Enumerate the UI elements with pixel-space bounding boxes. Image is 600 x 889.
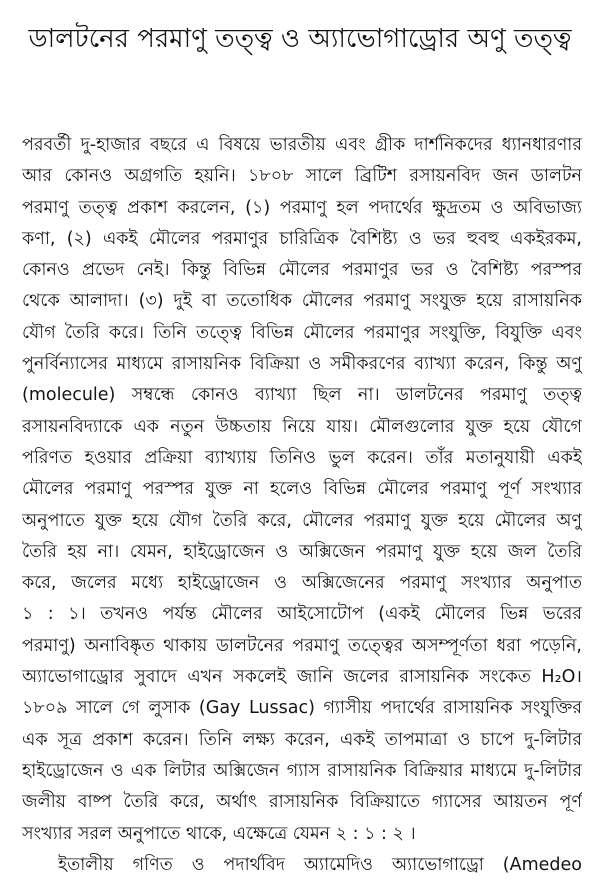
text-line: (molecule) সম্বন্ধে কোনও ব্যাখ্যা ছিল না। ডালটনের পরমাণু তত্ত্ব [22,385,582,406]
body-text [22,130,582,881]
text-line: থেকে আলাদা। (৩) দুই বা ততোধিক মৌলের পরমাণু সংযুক্ত হয়ে রাসায়নিক [22,291,582,312]
text-line: পরিণত হওয়ার প্রক্রিয়া ব্যাখ্যায় তিনিও ভুল করেন। তাঁর মতানুযায়ী একই [22,447,582,468]
text-line: ১ : ১। তখনও পর্যন্ত মৌলের আইসোটোপ (একই মৌলের ভিন্ন ভরের [22,604,582,625]
text-line: অ্যাভোগাড্রোর সুবাদে এখন সকলেই জানি জলের রাসায়নিক সংকেত H₂O। [22,667,582,688]
text-line: ইতালীয় গণিত ও পদার্থবিদ অ্যামেদিও অ্যাভোগাড্রো (Amedeo [58,854,582,875]
text-line: আর কোনও অগ্রগতি হয়নি। ১৮০৮ সালে ব্রিটিশ রসায়নবিদ জন ডালটন [22,166,582,187]
text-line: অনুপাতে যুক্ত হয়ে যৌগ তৈরি করে, মৌলের পরমাণু যুক্ত হয়ে মৌলের অণু [22,510,582,531]
text-line: কণা, (২) একই মৌলের পরমাণুর চারিত্রিক বৈশিষ্ট্য ও ভর হুবহু একইরকম, [22,228,582,249]
text-line: সংখ্যার সরল অনুপাতে থাকে, এক্ষেত্রে যেমন ২ : ১ : ২ । [22,823,416,844]
paragraph-2 [22,850,582,881]
text-line: ১৮০৯ সালে গে লুসাক (Gay Lussac) গ্যাসীয় পদার্থের রাসায়নিক সংযুক্তির [22,698,582,719]
text-line: পরবর্তী দু-হাজার বছরে এ বিষয়ে ভারতীয় এবং গ্রীক দার্শনিকদের ধ্যানধারণার [22,135,582,155]
text-line: পুনর্বিন্যাসের মাধ্যমে রাসায়নিক বিক্রিয়া ও সমীকরণের ব্যাখ্যা করেন, কিন্তু অণু [22,354,582,375]
text-line: পরমাণু) অনাবিষ্কৃত থাকায় ডালটনের পরমাণু তত্ত্বের অসম্পূর্ণতা ধরা পড়েনি, [22,635,582,656]
text-line: কোনও প্রভেদ নেই। কিন্তু বিভিন্ন মৌলের পরমাণুর ভর ও বৈশিষ্ট্য পরস্পর [22,260,582,281]
text-line: হাইড্রোজেন ও এক লিটার অক্সিজেন গ্যাস রাসায়নিক বিক্রিয়ার মাধ্যমে দু-লিটার [22,760,582,781]
page-title: ডালটনের পরমাণু তত্ত্ব ও অ্যাভোগাড্রোর অণু তত্ত্ব [28,24,572,54]
text-line: করে, জলের মধ্যে হাইড্রোজেন ও অক্সিজেনের পরমাণু সংখ্যার অনুপাত [22,573,582,594]
text-line: যৌগ তৈরি করে। তিনি তত্ত্বে বিভিন্ন মৌলের পরমাণুর সংযুক্তি, বিযুক্তি এবং [22,322,582,343]
text-line: জলীয় বাষ্প তৈরি করে, অর্থাৎ রাসায়নিক বিক্রিয়াতে গ্যাসের আয়তন পূর্ণ [22,792,582,813]
text-line: রসায়নবিদ্যাকে এক নতুন উচ্চতায় নিয়ে যায়। মৌলগুলোর যুক্ত হয়ে যৌগে [22,416,582,437]
text-line: পরমাণু তত্ত্ব প্রকাশ করলেন, (১) পরমাণু হল পদার্থের ক্ষুদ্রতম ও অবিভাজ্য [22,197,582,218]
paragraph-1 [22,130,582,850]
text-line: মৌলের পরমাণু পরস্পর যুক্ত না হলেও বিভিন্ন মৌলের পরমাণু পূর্ণ সংখ্যার [22,479,582,500]
text-line: তৈরি হয় না। যেমন, হাইড্রোজেন ও অক্সিজেন পরমাণু যুক্ত হয়ে জল তৈরি [22,541,582,562]
text-line: এক সূত্র প্রকাশ করেন। তিনি লক্ষ্য করেন, একই তাপমাত্রা ও চাপে দু-লিটার [22,729,582,750]
